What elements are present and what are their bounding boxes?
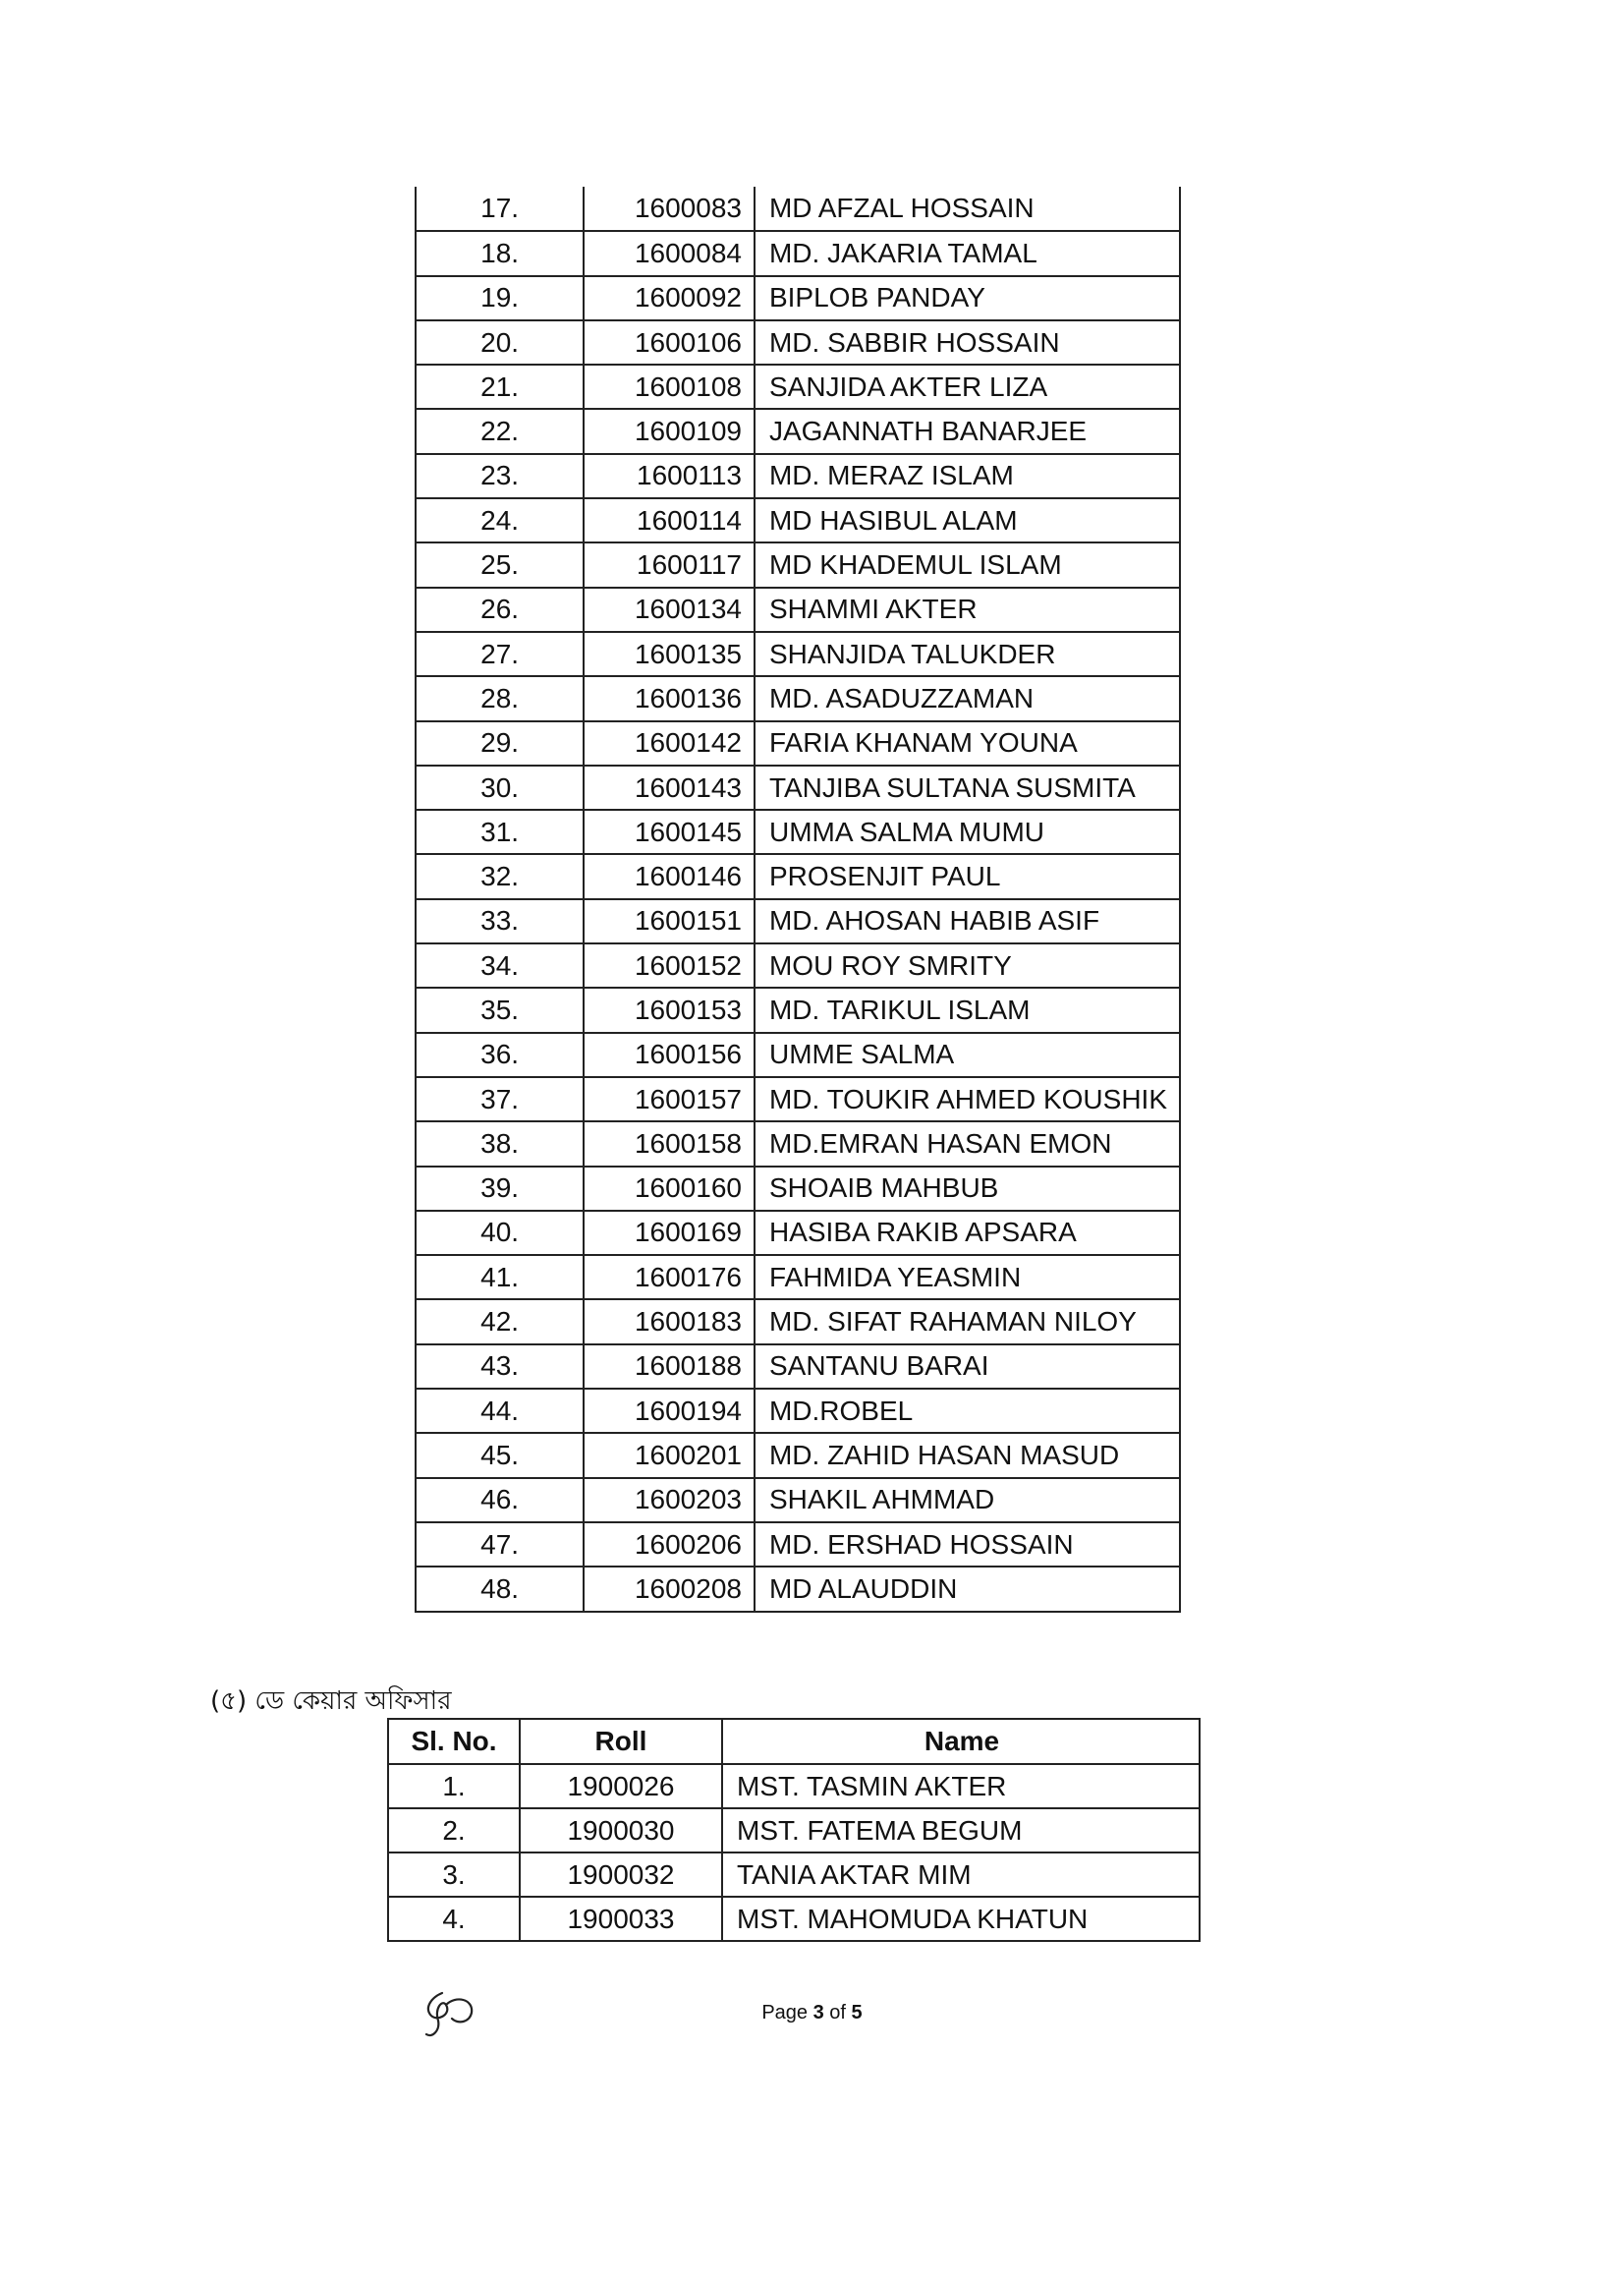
serial-cell: 40. <box>416 1211 584 1255</box>
serial-cell: 4. <box>388 1897 520 1941</box>
table-row <box>416 1033 1180 1077</box>
roll-cell: 1600135 <box>584 632 755 676</box>
roll-cell: 1600153 <box>584 988 755 1032</box>
roll-cell: 1600208 <box>584 1567 755 1611</box>
table-row <box>416 1522 1180 1567</box>
table-row <box>416 1255 1180 1299</box>
header-roll: Roll <box>520 1719 722 1764</box>
name-cell: SHAMMI AKTER <box>755 588 1180 632</box>
serial-cell: 37. <box>416 1077 584 1121</box>
roll-cell: 1600156 <box>584 1033 755 1077</box>
name-cell: MD. ZAHID HASAN MASUD <box>755 1433 1180 1477</box>
serial-cell: 33. <box>416 899 584 943</box>
table-row <box>416 542 1180 587</box>
name-cell: MD. AHOSAN HABIB ASIF <box>755 899 1180 943</box>
name-cell: SANJIDA AKTER LIZA <box>755 365 1180 409</box>
serial-cell: 30. <box>416 766 584 810</box>
serial-cell: 41. <box>416 1255 584 1299</box>
serial-cell: 45. <box>416 1433 584 1477</box>
roll-cell: 1900026 <box>520 1764 722 1808</box>
name-cell: MD. ERSHAD HOSSAIN <box>755 1522 1180 1567</box>
roll-cell: 1600143 <box>584 766 755 810</box>
name-cell: BIPLOB PANDAY <box>755 276 1180 320</box>
name-cell: MST. FATEMA BEGUM <box>722 1808 1200 1852</box>
name-cell: MD. TOUKIR AHMED KOUSHIK <box>755 1077 1180 1121</box>
current-page-number: 3 <box>812 2002 824 2024</box>
roll-cell: 1600152 <box>584 943 755 988</box>
roll-cell: 1600169 <box>584 1211 755 1255</box>
name-cell: SANTANU BARAI <box>755 1344 1180 1389</box>
table-row <box>416 943 1180 988</box>
roll-cell: 1600083 <box>584 187 755 231</box>
table-row <box>416 320 1180 365</box>
roll-cell: 1600146 <box>584 854 755 898</box>
name-cell: MD. SABBIR HOSSAIN <box>755 320 1180 365</box>
name-cell: UMMA SALMA MUMU <box>755 810 1180 854</box>
day-care-officer-table-body <box>388 1764 1200 1941</box>
roll-cell: 1600108 <box>584 365 755 409</box>
table-row <box>416 1344 1180 1389</box>
serial-cell: 26. <box>416 588 584 632</box>
serial-cell: 47. <box>416 1522 584 1567</box>
serial-cell: 17. <box>416 187 584 231</box>
serial-cell: 27. <box>416 632 584 676</box>
serial-cell: 35. <box>416 988 584 1032</box>
roll-cell: 1600142 <box>584 721 755 766</box>
table-row <box>416 899 1180 943</box>
name-cell: MD AFZAL HOSSAIN <box>755 187 1180 231</box>
roll-cell: 1600145 <box>584 810 755 854</box>
roll-cell: 1600183 <box>584 1299 755 1343</box>
roll-cell: 1600201 <box>584 1433 755 1477</box>
candidate-table-body <box>416 187 1180 1612</box>
header-name: Name <box>722 1719 1200 1764</box>
serial-cell: 19. <box>416 276 584 320</box>
serial-cell: 2. <box>388 1808 520 1852</box>
roll-cell: 1600092 <box>584 276 755 320</box>
table-row <box>416 231 1180 275</box>
candidate-table <box>415 187 1181 1613</box>
roll-cell: 1600203 <box>584 1478 755 1522</box>
page-label: Page <box>761 2002 813 2024</box>
table-row <box>416 276 1180 320</box>
name-cell: FAHMIDA YEASMIN <box>755 1255 1180 1299</box>
serial-cell: 28. <box>416 676 584 720</box>
name-cell: HASIBA RAKIB APSARA <box>755 1211 1180 1255</box>
page-of-label: of <box>823 2002 852 2024</box>
name-cell: MD.ROBEL <box>755 1389 1180 1433</box>
name-cell: MD. SIFAT RAHAMAN NILOY <box>755 1299 1180 1343</box>
table-row <box>388 1764 1200 1808</box>
name-cell: MD. TARIKUL ISLAM <box>755 988 1180 1032</box>
table-row <box>416 1433 1180 1477</box>
table-row <box>416 1478 1180 1522</box>
total-pages-number: 5 <box>851 2002 863 2024</box>
name-cell: SHAKIL AHMMAD <box>755 1478 1180 1522</box>
roll-cell: 1900030 <box>520 1808 722 1852</box>
table-row <box>416 1567 1180 1611</box>
table-row <box>416 676 1180 720</box>
name-cell: MD. MERAZ ISLAM <box>755 454 1180 498</box>
serial-cell: 39. <box>416 1167 584 1211</box>
roll-cell: 1600134 <box>584 588 755 632</box>
name-cell: MD ALAUDDIN <box>755 1567 1180 1611</box>
table-row <box>416 187 1180 231</box>
roll-cell: 1600084 <box>584 231 755 275</box>
name-cell: PROSENJIT PAUL <box>755 854 1180 898</box>
table-row <box>416 1211 1180 1255</box>
serial-cell: 20. <box>416 320 584 365</box>
name-cell: TANJIBA SULTANA SUSMITA <box>755 766 1180 810</box>
name-cell: MOU ROY SMRITY <box>755 943 1180 988</box>
serial-cell: 38. <box>416 1121 584 1166</box>
table-row <box>416 810 1180 854</box>
serial-cell: 44. <box>416 1389 584 1433</box>
name-cell: JAGANNATH BANARJEE <box>755 409 1180 453</box>
roll-cell: 1600176 <box>584 1255 755 1299</box>
name-cell: UMME SALMA <box>755 1033 1180 1077</box>
serial-cell: 22. <box>416 409 584 453</box>
name-cell: FARIA KHANAM YOUNA <box>755 721 1180 766</box>
name-cell: MST. MAHOMUDA KHATUN <box>722 1897 1200 1941</box>
roll-cell: 1600157 <box>584 1077 755 1121</box>
name-cell: SHANJIDA TALUKDER <box>755 632 1180 676</box>
roll-cell: 1600117 <box>584 542 755 587</box>
table-row <box>388 1897 1200 1941</box>
table-row <box>388 1808 1200 1852</box>
table-row <box>416 854 1180 898</box>
serial-cell: 25. <box>416 542 584 587</box>
name-cell: SHOAIB MAHBUB <box>755 1167 1180 1211</box>
roll-cell: 1600158 <box>584 1121 755 1166</box>
table-row <box>416 988 1180 1032</box>
name-cell: TANIA AKTAR MIM <box>722 1852 1200 1897</box>
serial-cell: 24. <box>416 498 584 542</box>
table-row <box>416 409 1180 453</box>
table-row <box>416 632 1180 676</box>
roll-cell: 1600206 <box>584 1522 755 1567</box>
roll-cell: 1600194 <box>584 1389 755 1433</box>
name-cell: MD. ASADUZZAMAN <box>755 676 1180 720</box>
table-row <box>416 1121 1180 1166</box>
serial-cell: 23. <box>416 454 584 498</box>
serial-cell: 48. <box>416 1567 584 1611</box>
serial-cell: 42. <box>416 1299 584 1343</box>
serial-cell: 1. <box>388 1764 520 1808</box>
roll-cell: 1600113 <box>584 454 755 498</box>
serial-cell: 18. <box>416 231 584 275</box>
roll-cell: 1900033 <box>520 1897 722 1941</box>
serial-cell: 46. <box>416 1478 584 1522</box>
serial-cell: 34. <box>416 943 584 988</box>
roll-cell: 1600109 <box>584 409 755 453</box>
table-row <box>416 766 1180 810</box>
name-cell: MST. TASMIN AKTER <box>722 1764 1200 1808</box>
name-cell: MD. JAKARIA TAMAL <box>755 231 1180 275</box>
roll-cell: 1600160 <box>584 1167 755 1211</box>
table-row <box>416 588 1180 632</box>
roll-cell: 1600151 <box>584 899 755 943</box>
serial-cell: 31. <box>416 810 584 854</box>
table-row <box>416 721 1180 766</box>
serial-cell: 32. <box>416 854 584 898</box>
table-row <box>416 1389 1180 1433</box>
serial-cell: 21. <box>416 365 584 409</box>
roll-cell: 1600106 <box>584 320 755 365</box>
name-cell: MD.EMRAN HASAN EMON <box>755 1121 1180 1166</box>
table-row <box>416 498 1180 542</box>
serial-cell: 36. <box>416 1033 584 1077</box>
table-row <box>416 1167 1180 1211</box>
serial-cell: 43. <box>416 1344 584 1389</box>
roll-cell: 1600136 <box>584 676 755 720</box>
page-footer <box>0 2002 1624 2024</box>
table-row <box>388 1852 1200 1897</box>
name-cell: MD HASIBUL ALAM <box>755 498 1180 542</box>
table-header-row <box>388 1719 1200 1764</box>
day-care-officer-table <box>387 1718 1201 1942</box>
roll-cell: 1900032 <box>520 1852 722 1897</box>
header-sl-no: Sl. No. <box>388 1719 520 1764</box>
name-cell: MD KHADEMUL ISLAM <box>755 542 1180 587</box>
table-row <box>416 454 1180 498</box>
roll-cell: 1600188 <box>584 1344 755 1389</box>
section-heading: (৫) ডে কেয়ার অফিসার <box>210 1686 452 1716</box>
roll-cell: 1600114 <box>584 498 755 542</box>
table-row <box>416 1077 1180 1121</box>
serial-cell: 3. <box>388 1852 520 1897</box>
table-row <box>416 365 1180 409</box>
table-row <box>416 1299 1180 1343</box>
serial-cell: 29. <box>416 721 584 766</box>
